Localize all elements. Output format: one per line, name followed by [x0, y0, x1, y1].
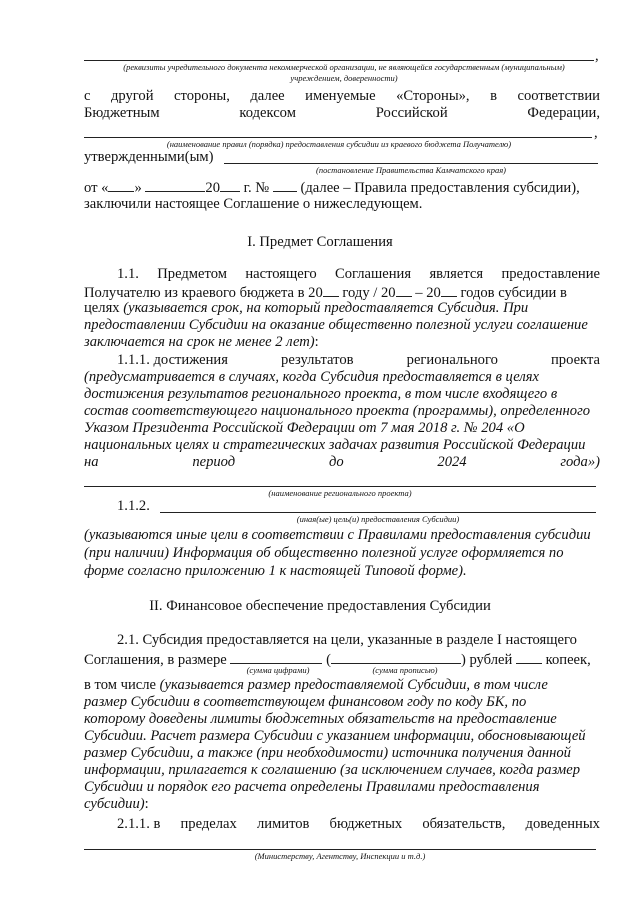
p21-line5: которому доведены лимиты бюджетных обязательств на предоставление [84, 711, 557, 727]
p111-line5: Указом Президента Российской Федерации от 7 мая 2018 г. № 204 «О [84, 420, 525, 436]
word: Федерации, [527, 105, 600, 121]
p21-line10: субсидии): [84, 796, 149, 812]
word: именуемые [305, 88, 376, 104]
caption-resolution: (постановление Правительства Камчатского края) [316, 165, 506, 175]
rule-resolution [224, 163, 598, 164]
word: кодексом [239, 105, 296, 121]
word: с [84, 88, 91, 104]
p112-line3: (при наличии) Информация об общественно полезной услуге оформляется по [84, 545, 564, 561]
p111-line7: на период до 2024 года») [84, 454, 600, 470]
section-2-title: II. Финансовое обеспечение предоставления Субсидии [149, 598, 491, 614]
word: другой [110, 88, 154, 104]
caption-org-docs-2: учреждением, доверенности) [290, 73, 398, 83]
p111-line1: 1.1.1. достижения результатов регионального проекта [117, 352, 600, 368]
line-budget-code [84, 105, 600, 122]
rule-org-docs [84, 60, 594, 61]
approved-label: утвержденными(ым) [84, 149, 214, 165]
p1-line1: 1.1. Предметом настоящего Соглашения является предоставление [117, 266, 600, 282]
line-other-party [84, 88, 600, 105]
p111-line3: достижения результатов регионального проекта, в том числе входящего в [84, 386, 558, 402]
caption-goals: (иная(ые) цель(и) предоставления Субсидии) [296, 514, 460, 524]
trailing-comma: , [595, 48, 599, 64]
p112-line4: форме согласно приложению 1 к настоящей Типовой форме). [84, 563, 467, 579]
concluded-line: заключили настоящее Соглашение о нижеследующем. [84, 196, 423, 212]
word: «Стороны», [396, 88, 470, 104]
p1-line4: предоставлении Субсидии на оказание общественно полезной услуги соглашение [84, 317, 588, 333]
kopecks-blank [516, 650, 542, 664]
word: далее [250, 88, 285, 104]
caption-rules-name: (наименование правил (порядка) предоставления субсидии из краевого бюджета Получателю) [166, 139, 512, 149]
p21-line9: Субсидии и порядок его расчета определены Правилами предоставления [84, 779, 540, 795]
amount-words-blank [331, 650, 461, 664]
p21-line7: размер Субсидии, а также (при необходимости) источника получения данной [84, 745, 571, 761]
p21-line6: Субсидии. Расчет размера Субсидии с указанием информации, обосновывающей [84, 728, 586, 744]
trailing-comma-2: , [594, 125, 598, 141]
word: Российской [375, 105, 448, 121]
number-blank [273, 178, 297, 192]
p112-label: 1.1.2. [117, 498, 150, 514]
section-1-title: I. Предмет Соглашения [247, 234, 393, 250]
month-blank [145, 178, 205, 192]
p21-line4: размер Субсидии в соответствующем финансовом году по коду БК, по [84, 694, 527, 710]
rule-goals [160, 512, 596, 513]
p111-line2: (предусматривается в случаях, когда Субсидия предоставляется в целях [84, 369, 539, 385]
p21-line3: в том числе (указывается размер предоставляемой Субсидии, в том числе [84, 677, 548, 693]
caption-project: (наименование регионального проекта) [268, 488, 412, 498]
caption-org-docs: (реквизиты учредительного документа некоммерческой организации, не являющейся государственным (муниципальным) [123, 62, 565, 72]
caption-digits: (сумма цифрами) [246, 665, 310, 675]
line-from-date: от « » 20 г. № (далее – Правила предоставления субсидии), [84, 180, 580, 196]
day-blank [108, 178, 134, 192]
caption-words: (сумма прописью) [372, 665, 438, 675]
p211-line1: 2.1.1. в пределах лимитов бюджетных обязательств, доведенных [117, 816, 600, 832]
p111-line4: состав соответствующего национального проекта (программы), определенного [84, 403, 591, 419]
p1-line3: целях (указывается срок, на который предоставляется Субсидия. При [84, 300, 529, 316]
rule-project [84, 486, 596, 487]
p111-line6: национальных целях и стратегических задачах развития Российской Федерации [84, 437, 586, 453]
year-blank [220, 178, 240, 192]
rule-rules-name [84, 137, 592, 138]
word: стороны, [174, 88, 230, 104]
p1-line5: заключается на срок не менее 2 лет): [84, 334, 319, 350]
p21-line1: 2.1. Субсидия предоставляется на цели, указанные в разделе I настоящего [117, 632, 577, 648]
word: соответствии [517, 88, 600, 104]
caption-ministry: (Министерству, Агентству, Инспекции и т.д.) [254, 851, 426, 861]
p112-line2: (указываются иные цели в соответствии с Правилами предоставления субсидии [84, 527, 591, 543]
word: в [490, 88, 497, 104]
rule-ministry [84, 849, 596, 850]
amount-digits-blank [230, 650, 322, 664]
p1-line2: Получателю из краевого бюджета в 20 году / 20 – 20 годов субсидии в [84, 285, 567, 301]
p21-line8: информации, прилагается к соглашению (за исключением случаев, когда размер [84, 762, 581, 778]
p21-line2: Соглашения, в размере ( ) рублей копеек, [84, 652, 591, 668]
word: Бюджетным [84, 105, 160, 121]
